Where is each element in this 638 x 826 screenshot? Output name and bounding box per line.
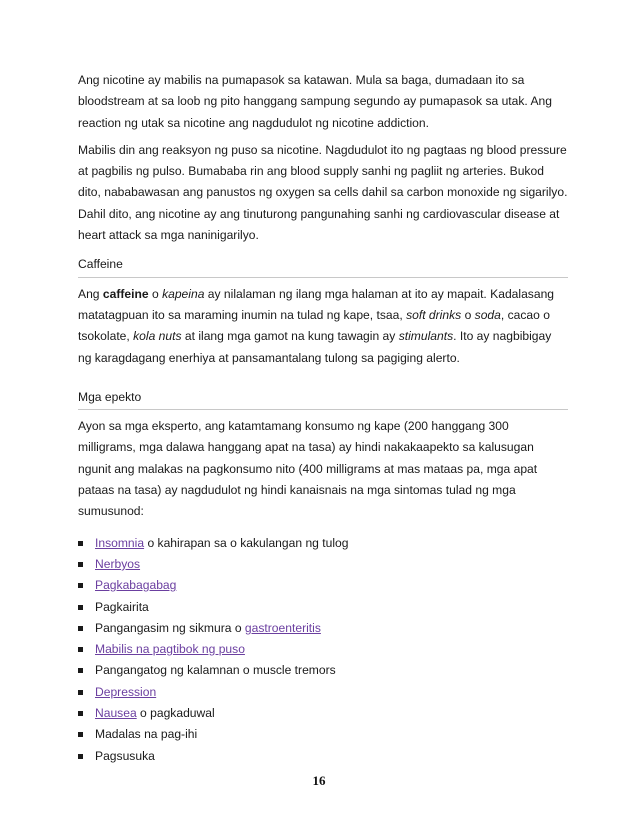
page-content xyxy=(78,70,568,767)
text-run: Ang xyxy=(78,286,103,301)
term-soda: soda xyxy=(474,307,501,322)
list-item-text: Pangangasim ng sikmura o xyxy=(95,620,245,635)
term-kola-nuts: kola nuts xyxy=(133,329,182,344)
list-item xyxy=(78,533,568,554)
paragraph-nicotine-heart: Mabilis din ang reaksyon ng puso sa nicotine. Nagdudulot ito ng pagtaas ng blood pressure at pagbilis ng pulso. Bumababa rin ang blood supply sanhi ng pagliit ng arteries. Bukod dito, nababawasan ang panustos ng oxygen sa cells dahil sa carbon monoxide ng sigarilyo. Dahil dito, ang nicotine ay ang tinuturong pangunahing sanhi ng cardiovascular disease at heart attack sa mga naninigarilyo. xyxy=(78,142,568,243)
list-item xyxy=(78,682,568,703)
bullet-icon xyxy=(78,754,83,759)
bullet-icon xyxy=(78,732,83,737)
bullet-icon xyxy=(78,647,83,652)
list-item xyxy=(78,597,568,618)
paragraph-caffeine xyxy=(78,284,568,369)
list-item-text: Pagsusuka xyxy=(95,748,155,763)
bullet-icon xyxy=(78,711,83,716)
bullet-icon xyxy=(78,626,83,631)
list-item xyxy=(78,554,568,575)
link-nerbyos[interactable]: Nerbyos xyxy=(95,556,141,571)
term-caffeine: caffeine xyxy=(102,286,149,301)
link-gastroenteritis[interactable]: gastroenteritis xyxy=(244,620,321,635)
paragraph-nicotine-absorption: Ang nicotine ay mabilis na pumapasok sa katawan. Mula sa baga, dumadaan ito sa bloodstream at sa loob ng pito hanggang sampung segundo ay pumapasok sa utak. Ang reaction ng utak sa nicotine ang nagdudulot ng nicotine addiction. xyxy=(78,73,553,130)
link-insomnia[interactable]: Insomnia xyxy=(95,535,145,550)
list-item xyxy=(78,724,568,745)
link-depression[interactable]: Depression xyxy=(95,684,157,699)
list-item-text: o pagkaduwal xyxy=(136,706,215,721)
bullet-icon xyxy=(78,690,83,695)
section-heading-epekto: Mga epekto xyxy=(78,387,568,410)
page-number: 16 xyxy=(312,773,326,788)
list-item xyxy=(78,746,568,767)
bullet-icon xyxy=(78,562,83,567)
bullet-icon xyxy=(78,583,83,588)
list-item xyxy=(78,660,568,681)
link-pagkabagabag[interactable]: Pagkabagabag xyxy=(95,578,177,593)
link-mabilis-na-pagtibok[interactable]: Mabilis na pagtibok ng puso xyxy=(95,642,245,657)
text-run: , cacao o tsokolate, xyxy=(78,307,550,344)
term-kapeina: kapeina xyxy=(162,286,205,301)
list-item xyxy=(78,575,568,596)
bullet-icon xyxy=(78,605,83,610)
list-item xyxy=(78,703,568,724)
symptom-list xyxy=(78,533,568,767)
list-item-text: o kahirapan sa o kakulangan ng tulog xyxy=(144,535,349,550)
list-item-text: Madalas na pag-ihi xyxy=(95,727,198,742)
list-item-text: Pagkairita xyxy=(95,599,149,614)
term-soft-drinks: soft drinks xyxy=(406,307,462,322)
paragraph-epekto: Ayon sa mga eksperto, ang katamtamang konsumo ng kape (200 hanggang 300 milligrams, mga dalawa hanggang apat na tasa) ay hindi nakakaapekto sa kalusugan ngunit ang malakas na pagkonsumo nito (400 milligrams at mas mataas pa, mga apat pataas na tasa) ay nagdudulot ng hindi kanaisnais na mga sintomas tulad ng mga sumusunod: xyxy=(78,419,538,519)
bullet-icon xyxy=(78,668,83,673)
text-run: at ilang mga gamot na kung tawagin ay xyxy=(181,329,399,344)
list-item xyxy=(78,639,568,660)
text-run: o xyxy=(148,286,163,301)
text-run: ay nilalaman ng ilang mga halaman at ito ay mapait. Kadalasang matatagpuan ito sa maraming inumin na tulad ng kape, tsaa, xyxy=(78,286,555,322)
bullet-icon xyxy=(78,541,83,546)
link-nausea[interactable]: Nausea xyxy=(95,706,137,721)
term-stimulants: stimulants xyxy=(398,329,454,344)
text-run: o xyxy=(461,307,475,322)
list-item xyxy=(78,618,568,639)
list-item-text: Pangangatog ng kalamnan o muscle tremors xyxy=(95,663,336,678)
section-heading-caffeine: Caffeine xyxy=(78,254,568,277)
text-run: . Ito ay nagbibigay ng karagdagang enerhiya at pansamantalang tulong sa pagiging alerto. xyxy=(78,329,552,365)
